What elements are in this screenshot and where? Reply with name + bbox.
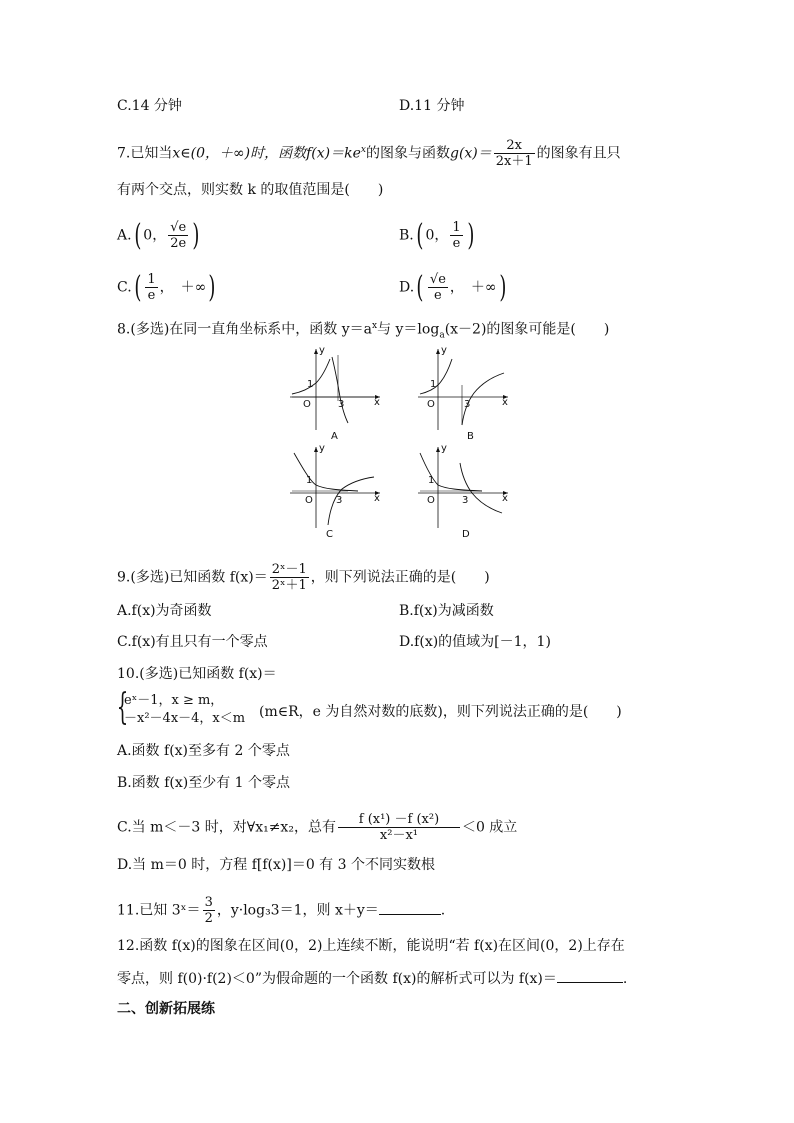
q11-answer-blank[interactable] — [379, 900, 441, 915]
q11-stem: 11.已知 3ˣ＝ $\frac{3}{2}$ ，y·log₃3＝1，则 x＋y＝ . — [117, 895, 446, 926]
q10-brace: { — [116, 687, 129, 728]
q12-answer-blank[interactable] — [557, 968, 623, 983]
q7-stem-line1: 7.已知当x∈(0，＋∞)时，函数$f(x)=ke^x$的图象与函数g(x)＝ $\frac{2x}{2x+1}$ 的图象有且只 — [117, 138, 621, 169]
q7-option-b: B.( 0， $\frac{1}{e}$ ) — [399, 217, 475, 253]
q6-option-c: C.14 分钟 — [117, 98, 182, 114]
q6-option-d: D.11 分钟 — [399, 98, 465, 114]
q7-stem-line2: 有两个交点，则实数 k 的取值范围是( ) — [117, 182, 384, 198]
q10-option-c: C.当 m＜－3 时，对∀x₁≠x₂，总有 $\frac{\text{f (x¹) －f (x²)}}{\text{x²－x¹}}$ ＜0 成立 — [117, 812, 518, 843]
q10-stem: 10.(多选)已知函数 f(x)＝ — [117, 666, 277, 682]
q10-c-fraction: $\frac{\text{f (x¹) －f (x²)}}{\text{x²－x¹}}$ — [338, 812, 460, 843]
q10-case2: －x²－4x－4，x＜m — [124, 711, 246, 726]
q9-option-c: C.f(x)有且只有一个零点 — [117, 634, 268, 650]
q10-option-b: B.函数 f(x)至少有 1 个零点 — [117, 775, 290, 791]
q7-option-c: C.( $\frac{1}{e}$ ， ＋∞) — [117, 269, 216, 305]
q7-option-a: A.( 0， $\frac{√e}{2e}$ ) — [117, 217, 200, 253]
q9-option-d: D.f(x)的值域为[－1，1) — [399, 634, 551, 650]
q8-stem: 8.(多选)在同一直角坐标系中，函数 $y=a^x$与 $y=\log_a(x-2)$的图象可能是( ) — [117, 321, 610, 341]
q7-g-fraction: $\frac{2x}{2x+1}$ — [495, 138, 533, 169]
q9-option-b: B.f(x)为减函数 — [399, 603, 494, 619]
q10-option-d: D.当 m＝0 时，方程 f[f(x)]＝0 有 3 个不同实数根 — [117, 857, 435, 873]
q8-graph-b: y x O 1 3 B — [416, 345, 516, 435]
section-heading: 二、创新拓展练 — [117, 1001, 215, 1017]
q10-case1: eˣ－1，x ≥ m， — [124, 693, 224, 708]
q8-graph-c: y x O 1 3 C — [288, 443, 388, 533]
q10-option-a: A.函数 f(x)至多有 2 个零点 — [117, 743, 290, 759]
q12-line1: 12.函数 f(x)的图象在区间(0，2)上连续不断，能说明“若 f(x)在区间(0，2)上存在 — [117, 938, 625, 954]
q8-graph-a: y x O 1 3 A — [288, 345, 388, 435]
q10-condition: (m∈R，e 为自然对数的底数)，则下列说法正确的是( ) — [259, 704, 622, 720]
q12-line2: 零点，则 f(0)·f(2)＜0”为假命题的一个函数 f(x)的解析式可以为 f(x)＝ . — [117, 968, 627, 989]
q9-option-a: A.f(x)为奇函数 — [117, 603, 212, 619]
q7-option-d: D.( $\frac{√e}{e}$ ， ＋∞) — [399, 269, 506, 305]
q9-fraction: $\frac{\text{2ˣ－1}}{\text{2ˣ＋1}}$ — [271, 562, 307, 593]
q8-graph-d: y x O 1 3 D — [416, 443, 516, 533]
q9-stem: 9.(多选)已知函数 f(x)＝ $\frac{\text{2ˣ－1}}{\text{2ˣ＋1}}$ ，则下列说法正确的是( ) — [117, 562, 490, 593]
